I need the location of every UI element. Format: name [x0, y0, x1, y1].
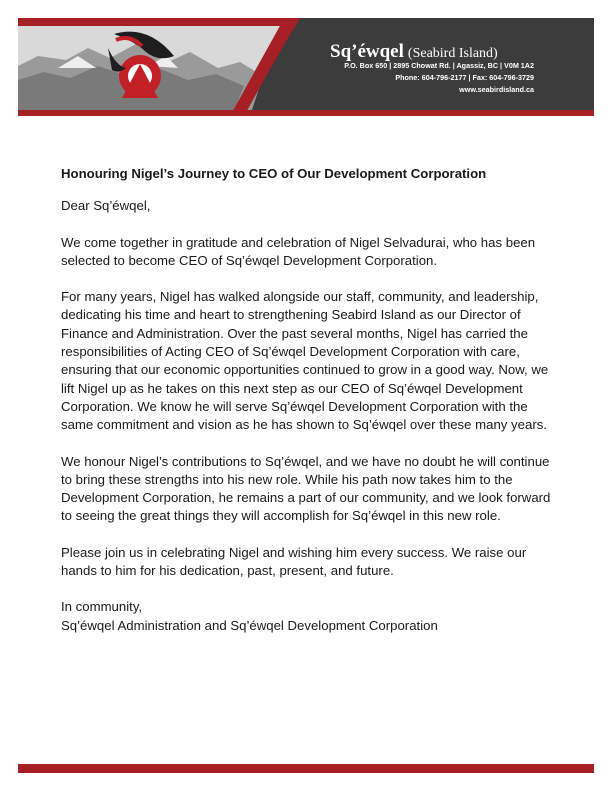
address-line: P.O. Box 650 | 2895 Chowat Rd. | Agassiz, BC | V0M 1A2: [344, 61, 534, 70]
org-name-subtitle: (Seabird Island): [407, 46, 498, 61]
letterhead: [18, 18, 594, 116]
org-name-main: Sq’éwqel: [330, 41, 404, 62]
letter-title: Honouring Nigel’s Journey to CEO of Our Development Corporation: [61, 166, 487, 181]
website-link[interactable]: www.seabirdisland.ca: [459, 85, 534, 94]
paragraph-3: We honour Nigel’s contributions to Sq’éwqel, and we have no doubt he will continue to bring these strengths into his new role. While his path now takes him to the Development Corporation, he remains a part of our community, and we look forward to seeing the great things they will accomplish for Sq’éwqel in this new role.: [61, 453, 551, 524]
closing: In community,: [61, 599, 143, 615]
salutation: Dear Sq’éwqel,: [61, 198, 151, 214]
letter-body: [61, 165, 561, 635]
paragraph-2: For many years, Nigel has walked alongside our staff, community, and leadership, dedicating his time and heart to strengthening Seabird Island as our Director of Finance and Administration. Over the past several months, Nigel has carried the responsibilities of Acting CEO of Sq’éwqel Development Corporation with care, ensuring that our economic opportunities continued to grow in a good way. Now, we lift Nigel up as he takes on this next step as our CEO of Sq’éwqel Development Corporation. We know he will serve Sq’éwqel Development Corporation with the same commitment and vision as he has shown to Sq’éwqel over these many years.: [61, 289, 549, 433]
phone-fax-line: Phone: 604-796-2177 | Fax: 604-796-3729: [395, 73, 534, 82]
signature: Sq’éwqel Administration and Sq’éwqel Development Corporation: [61, 617, 438, 633]
paragraph-4: Please join us in celebrating Nigel and wishing him every success. We raise our hands to him for his dedication, past, present, and future.: [61, 544, 527, 579]
footer-bar: [18, 764, 594, 773]
organization-name: [330, 41, 580, 63]
paragraph-1: We come together in gratitude and celebration of Nigel Selvadurai, who has been selected to become CEO of Sq’éwqel Development Corporation.: [61, 234, 536, 268]
